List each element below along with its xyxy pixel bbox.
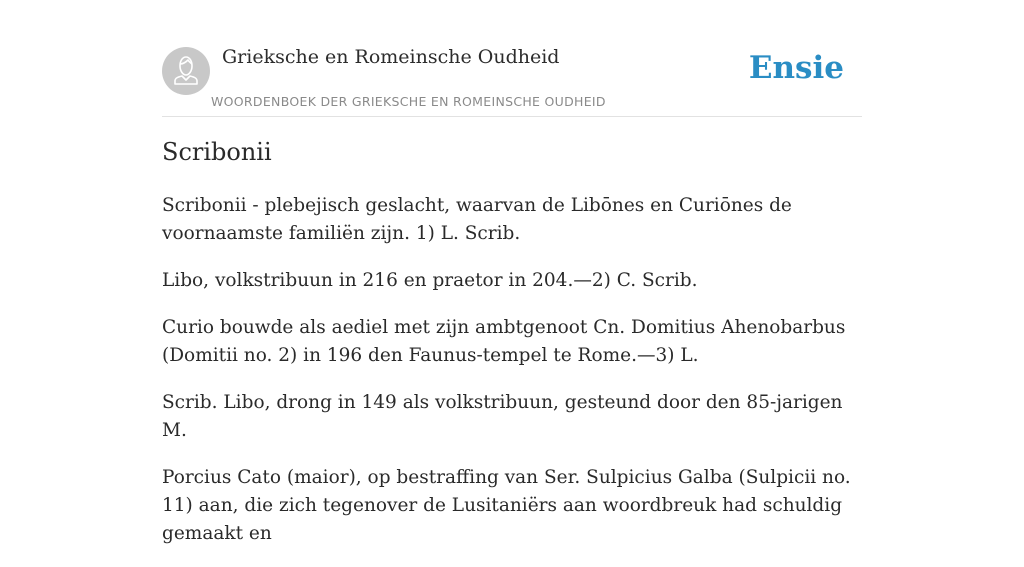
source-title-link[interactable]: Grieksche en Romeinsche Oudheid (222, 46, 560, 68)
article-title: Scribonii (162, 138, 272, 166)
source-subtitle: WOORDENBOEK DER GRIEKSCHE EN ROMEINSCHE OUDHEID (211, 94, 606, 109)
article-paragraph: Curio bouwde als aediel met zijn ambtgenoot Cn. Domitius Ahenobarbus (Domitii no. 2) in 196 den Faunus-tempel te Rome.—3) L. (162, 317, 846, 366)
user-icon (162, 47, 210, 95)
article-paragraph: Porcius Cato (maior), op bestraffing van Ser. Sulpicius Galba (Sulpicii no. 11) aan, die zich tegenover de Lusitaniërs aan woordbreuk had schuldig gemaakt en (162, 467, 851, 544)
source-header (162, 46, 862, 117)
article-paragraph: Scribonii - plebejisch geslacht, waarvan de Libōnes en Curiōnes de voornaamste familiën zijn. 1) L. Scrib. (162, 195, 792, 244)
ensie-logo[interactable]: Ensie (748, 50, 844, 86)
avatar[interactable] (162, 47, 210, 95)
article-paragraph: Scrib. Libo, drong in 149 als volkstribuun, gesteund door den 85-jarigen M. (162, 392, 843, 441)
article-paragraph: Libo, volkstribuun in 216 en praetor in 204.—2) C. Scrib. (162, 270, 698, 291)
article-body (162, 192, 867, 567)
